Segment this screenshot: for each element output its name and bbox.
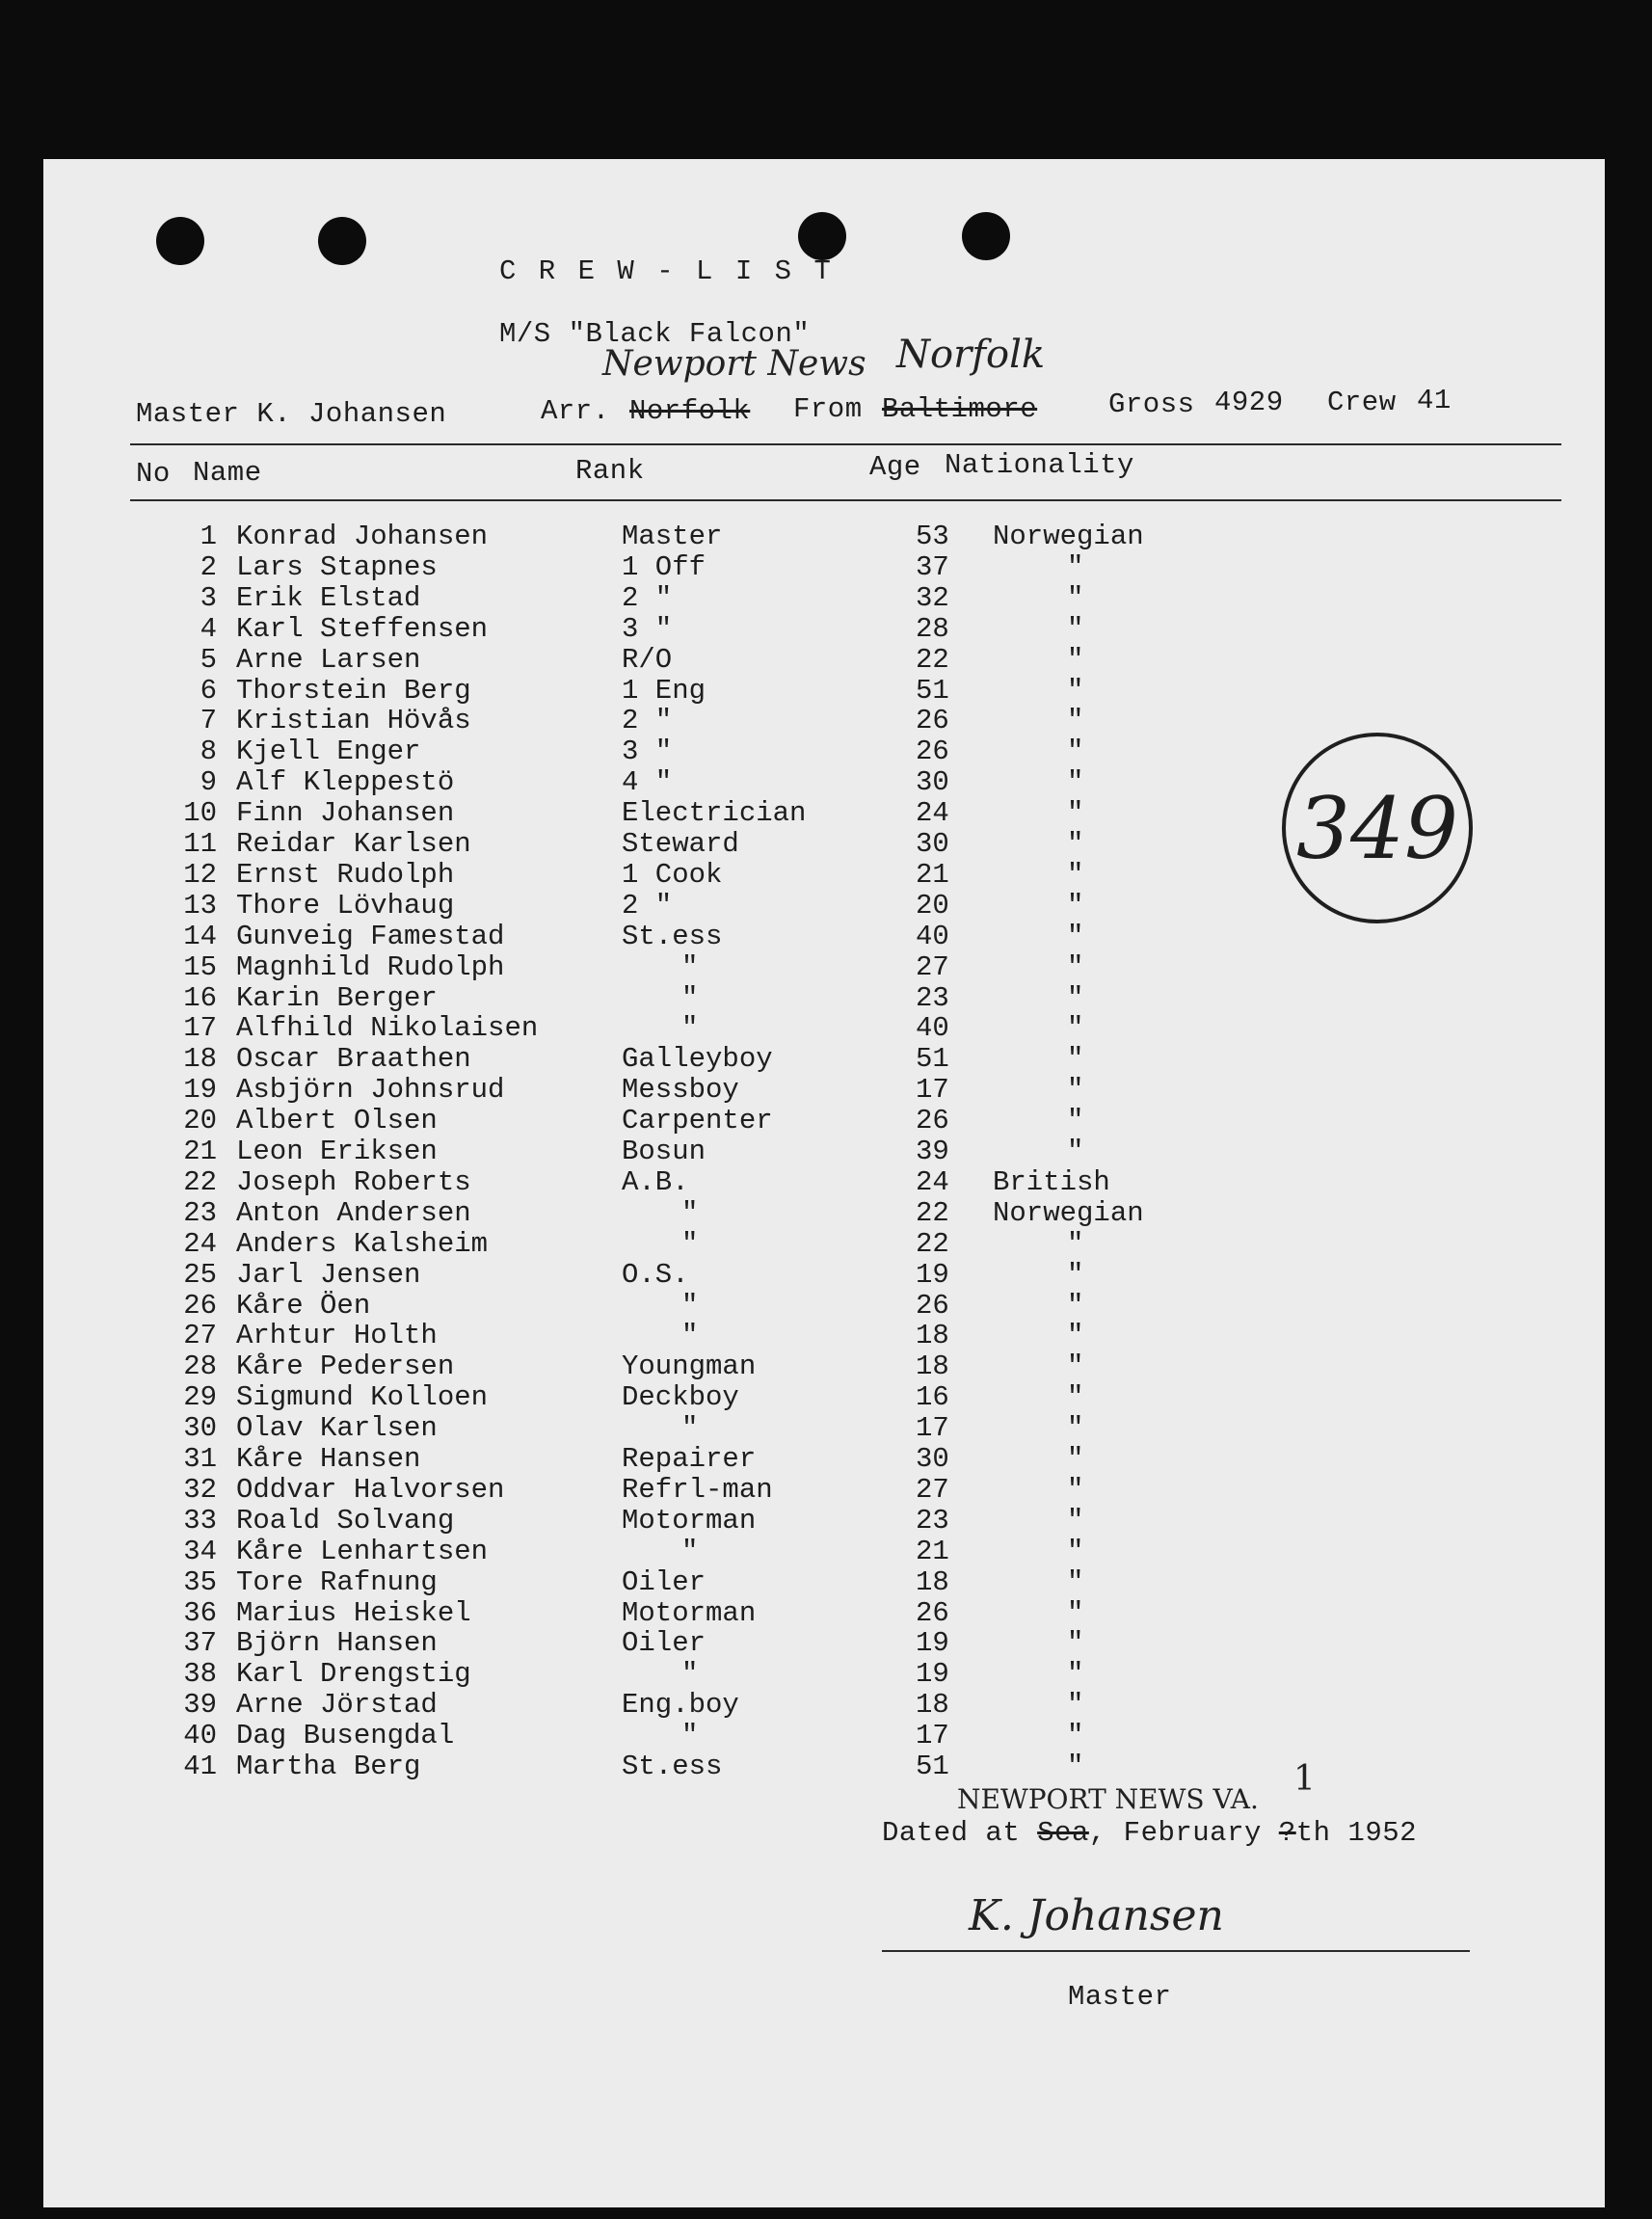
column-header-age: Age xyxy=(869,451,921,483)
crew-rank: 1 Off xyxy=(622,550,706,583)
crew-age: 18 xyxy=(916,1320,949,1352)
crew-no: 32 xyxy=(183,1473,217,1506)
crew-age: 20 xyxy=(916,889,949,922)
crew-rank: R/O xyxy=(622,643,673,676)
crew-nationality: British xyxy=(993,1165,1110,1198)
crew-no: 39 xyxy=(183,1689,217,1722)
dated-at-line xyxy=(882,1817,1417,1849)
crew-rank: Motorman xyxy=(622,1596,757,1629)
crew-age: 19 xyxy=(916,1658,949,1691)
place-struck: Sea xyxy=(1037,1817,1089,1849)
crew-name: Kåre Pedersen xyxy=(236,1350,455,1383)
crew-age: 26 xyxy=(916,705,949,737)
crew-no: 19 xyxy=(183,1074,217,1107)
crew-nationality: " xyxy=(1067,1258,1084,1291)
crew-age: 21 xyxy=(916,858,949,891)
crew-rank: 2 " xyxy=(622,581,673,614)
crew-name: Sigmund Kolloen xyxy=(236,1381,489,1414)
crew-age: 22 xyxy=(916,643,949,676)
crew-rank: Repairer xyxy=(622,1443,757,1475)
crew-row xyxy=(43,766,1200,797)
crew-no: 9 xyxy=(200,766,217,799)
crew-age: 32 xyxy=(916,581,949,614)
file-number: 349 xyxy=(1296,778,1458,878)
crew-no: 29 xyxy=(183,1381,217,1414)
crew-name: Oddvar Halvorsen xyxy=(236,1473,505,1506)
crew-row xyxy=(43,1043,1200,1074)
crew-no: 20 xyxy=(183,1105,217,1137)
crew-age: 26 xyxy=(916,1596,949,1629)
crew-rank: " xyxy=(681,1196,699,1229)
crew-name: Joseph Roberts xyxy=(236,1165,471,1198)
crew-nationality: " xyxy=(1067,889,1084,922)
crew-name: Gunveig Famestad xyxy=(236,920,505,952)
crew-rank: 4 " xyxy=(622,766,673,799)
crew-rank: St.ess xyxy=(622,1751,723,1782)
crew-row xyxy=(43,521,1200,551)
crew-age: 30 xyxy=(916,828,949,860)
crew-no: 25 xyxy=(183,1258,217,1291)
crew-row xyxy=(43,890,1200,921)
signer-role: Master xyxy=(1068,1981,1172,2013)
master-label: Master K. Johansen xyxy=(136,398,447,430)
crew-name: Alfhild Nikolaisen xyxy=(236,1012,539,1045)
crew-nationality: " xyxy=(1067,797,1084,830)
crew-row xyxy=(43,828,1200,859)
from-port-handwritten: Norfolk xyxy=(896,333,1046,377)
crew-no: 6 xyxy=(200,674,217,707)
crew-row xyxy=(43,613,1200,644)
arrival-port-handwritten: Newport News xyxy=(602,344,866,384)
crew-rank: Oiler xyxy=(622,1627,706,1660)
crew-rank: Deckboy xyxy=(622,1381,739,1414)
crew-no: 5 xyxy=(200,643,217,676)
crew-rank: Eng.boy xyxy=(622,1689,739,1722)
crew-nationality: " xyxy=(1067,766,1084,799)
crew-nationality: " xyxy=(1067,950,1084,983)
crew-nationality: " xyxy=(1067,674,1084,707)
gross-value: 4929 xyxy=(1214,387,1284,418)
crew-row xyxy=(43,1412,1200,1443)
crew-age: 26 xyxy=(916,1289,949,1322)
crew-nationality: " xyxy=(1067,1689,1084,1722)
crew-name: Tore Rafnung xyxy=(236,1565,438,1598)
date-prefix: , February xyxy=(1088,1817,1262,1849)
crew-age: 24 xyxy=(916,1165,949,1198)
crew-row xyxy=(43,1350,1200,1381)
crew-name: Kåre Lenhartsen xyxy=(236,1535,489,1567)
crew-name: Martha Berg xyxy=(236,1751,421,1782)
crew-name: Arne Larsen xyxy=(236,643,421,676)
crew-row xyxy=(43,1166,1200,1197)
crew-name: Karl Steffensen xyxy=(236,612,489,645)
crew-no: 3 xyxy=(200,581,217,614)
crew-no: 13 xyxy=(183,889,217,922)
day-handwritten: 1 xyxy=(1293,1759,1316,1799)
crew-no: 37 xyxy=(183,1627,217,1660)
crew-no: 10 xyxy=(183,797,217,830)
crew-nationality: " xyxy=(1067,1473,1084,1506)
crew-rank: Refrl-man xyxy=(622,1473,773,1506)
crew-row xyxy=(43,1228,1200,1259)
crew-age: 16 xyxy=(916,1381,949,1414)
crew-row xyxy=(43,675,1200,706)
crew-name: Thore Lövhaug xyxy=(236,889,455,922)
crew-age: 40 xyxy=(916,920,949,952)
crew-rank: O.S. xyxy=(622,1258,689,1291)
crew-age: 19 xyxy=(916,1627,949,1660)
crew-row xyxy=(43,1320,1200,1350)
crew-age: 23 xyxy=(916,981,949,1014)
crew-nationality: " xyxy=(1067,1658,1084,1691)
crew-no: 12 xyxy=(183,858,217,891)
crew-row xyxy=(43,1597,1200,1628)
crew-no: 21 xyxy=(183,1136,217,1167)
arrival-port-struck: Norfolk xyxy=(629,395,751,427)
crew-age: 18 xyxy=(916,1689,949,1722)
crew-no: 40 xyxy=(183,1720,217,1752)
crew-nationality: " xyxy=(1067,1751,1084,1782)
crew-name: Arne Jörstad xyxy=(236,1689,438,1722)
crew-rank: Master xyxy=(622,521,723,552)
crew-nationality: " xyxy=(1067,1043,1084,1076)
crew-row xyxy=(43,644,1200,675)
crew-name: Jarl Jensen xyxy=(236,1258,421,1291)
crew-row xyxy=(43,735,1200,766)
crew-nationality: Norwegian xyxy=(993,1196,1144,1229)
crew-nationality: " xyxy=(1067,1443,1084,1475)
crew-nationality: " xyxy=(1067,705,1084,737)
column-header-nationality: Nationality xyxy=(945,449,1134,481)
crew-age: 26 xyxy=(916,735,949,768)
crew-no: 8 xyxy=(200,735,217,768)
crew-no: 24 xyxy=(183,1227,217,1260)
crew-age: 30 xyxy=(916,766,949,799)
crew-rank: " xyxy=(681,981,699,1014)
document-title: C R E W - L I S T xyxy=(499,255,834,287)
crew-age: 17 xyxy=(916,1412,949,1445)
crew-name: Roald Solvang xyxy=(236,1504,455,1537)
crew-no: 34 xyxy=(183,1535,217,1567)
gross-label: Gross xyxy=(1108,388,1195,420)
crew-row xyxy=(43,705,1200,735)
crew-nationality: Norwegian xyxy=(993,521,1144,552)
crew-age: 22 xyxy=(916,1227,949,1260)
crew-no: 31 xyxy=(183,1443,217,1475)
crew-no: 23 xyxy=(183,1196,217,1229)
crew-age: 24 xyxy=(916,797,949,830)
crew-rank: Oiler xyxy=(622,1565,706,1598)
crew-name: Björn Hansen xyxy=(236,1627,438,1660)
crew-no: 28 xyxy=(183,1350,217,1383)
crew-row xyxy=(43,1720,1200,1751)
crew-row xyxy=(43,1105,1200,1136)
crew-nationality: " xyxy=(1067,612,1084,645)
crew-name: Kåre Hansen xyxy=(236,1443,421,1475)
crew-value: 41 xyxy=(1417,385,1452,416)
punch-hole xyxy=(156,217,204,265)
crew-name: Arhtur Holth xyxy=(236,1320,438,1352)
crew-no: 41 xyxy=(183,1751,217,1782)
signature-line xyxy=(882,1950,1470,1952)
crew-no: 33 xyxy=(183,1504,217,1537)
crew-name: Anders Kalsheim xyxy=(236,1227,489,1260)
crew-age: 53 xyxy=(916,521,949,552)
crew-name: Kjell Enger xyxy=(236,735,421,768)
crew-row xyxy=(43,921,1200,951)
crew-name: Karl Drengstig xyxy=(236,1658,471,1691)
crew-rank: Youngman xyxy=(622,1350,757,1383)
circled-file-number xyxy=(1282,733,1473,923)
crew-row xyxy=(43,1136,1200,1166)
crew-name: Erik Elstad xyxy=(236,581,421,614)
crew-name: Marius Heiskel xyxy=(236,1596,471,1629)
crew-nationality: " xyxy=(1067,1320,1084,1352)
punch-hole xyxy=(962,212,1010,260)
crew-label: Crew xyxy=(1327,387,1397,418)
crew-no: 18 xyxy=(183,1043,217,1076)
crew-age: 17 xyxy=(916,1720,949,1752)
arrival-label: Arr. xyxy=(541,395,610,427)
punch-hole xyxy=(798,212,846,260)
crew-no: 36 xyxy=(183,1596,217,1629)
crew-nationality: " xyxy=(1067,1074,1084,1107)
crew-rank: 1 Cook xyxy=(622,858,723,891)
crew-row xyxy=(43,859,1200,890)
crew-nationality: " xyxy=(1067,1012,1084,1045)
crew-age: 26 xyxy=(916,1105,949,1137)
crew-no: 15 xyxy=(183,950,217,983)
crew-name: Oscar Braathen xyxy=(236,1043,471,1076)
crew-nationality: " xyxy=(1067,1105,1084,1137)
crew-name: Konrad Johansen xyxy=(236,521,489,552)
crew-no: 35 xyxy=(183,1565,217,1598)
crew-rank: 3 " xyxy=(622,735,673,768)
crew-row xyxy=(43,1197,1200,1228)
crew-age: 51 xyxy=(916,1043,949,1076)
crew-row xyxy=(43,582,1200,613)
crew-no: 22 xyxy=(183,1165,217,1198)
crew-row xyxy=(43,1474,1200,1505)
crew-nationality: " xyxy=(1067,1350,1084,1383)
crew-rank: 2 " xyxy=(622,889,673,922)
crew-nationality: " xyxy=(1067,1412,1084,1445)
crew-row xyxy=(43,951,1200,982)
crew-age: 30 xyxy=(916,1443,949,1475)
crew-nationality: " xyxy=(1067,1535,1084,1567)
crew-row xyxy=(43,1627,1200,1658)
punch-hole xyxy=(318,217,366,265)
day-struck: ? xyxy=(1278,1817,1296,1849)
date-suffix: th 1952 xyxy=(1295,1817,1418,1849)
crew-age: 27 xyxy=(916,1473,949,1506)
crew-row xyxy=(43,1566,1200,1597)
crew-nationality: " xyxy=(1067,1627,1084,1660)
crew-nationality: " xyxy=(1067,581,1084,614)
crew-nationality: " xyxy=(1067,550,1084,583)
crew-age: 22 xyxy=(916,1196,949,1229)
crew-name: Olav Karlsen xyxy=(236,1412,438,1445)
crew-age: 28 xyxy=(916,612,949,645)
crew-name: Magnhild Rudolph xyxy=(236,950,505,983)
crew-nationality: " xyxy=(1067,1289,1084,1322)
crew-name: Albert Olsen xyxy=(236,1105,438,1137)
crew-nationality: " xyxy=(1067,828,1084,860)
crew-rank: Steward xyxy=(622,828,739,860)
header-rule xyxy=(130,443,1561,445)
crew-name: Ernst Rudolph xyxy=(236,858,455,891)
crew-no: 17 xyxy=(183,1012,217,1045)
crew-row xyxy=(43,982,1200,1013)
crew-rank: A.B. xyxy=(622,1165,689,1198)
column-header-rank: Rank xyxy=(575,455,645,487)
crew-nationality: " xyxy=(1067,858,1084,891)
crew-nationality: " xyxy=(1067,1227,1084,1260)
crew-nationality: " xyxy=(1067,1720,1084,1752)
crew-name: Asbjörn Johnsrud xyxy=(236,1074,505,1107)
from-port-struck: Baltimore xyxy=(882,393,1038,425)
crew-rank: " xyxy=(681,1320,699,1352)
crew-no: 11 xyxy=(183,828,217,860)
crew-rank: Bosun xyxy=(622,1136,706,1167)
crew-name: Anton Andersen xyxy=(236,1196,471,1229)
crew-age: 27 xyxy=(916,950,949,983)
crew-row xyxy=(43,1012,1200,1043)
crew-rank: 2 " xyxy=(622,705,673,737)
crew-no: 1 xyxy=(200,521,217,552)
crew-no: 14 xyxy=(183,920,217,952)
crew-nationality: " xyxy=(1067,1504,1084,1537)
crew-nationality: " xyxy=(1067,1136,1084,1167)
crew-no: 16 xyxy=(183,981,217,1014)
crew-rank: " xyxy=(681,1012,699,1045)
crew-age: 17 xyxy=(916,1074,949,1107)
crew-rank: 3 " xyxy=(622,612,673,645)
crew-nationality: " xyxy=(1067,981,1084,1014)
crew-rank: " xyxy=(681,1535,699,1567)
crew-nationality: " xyxy=(1067,1596,1084,1629)
crew-age: 37 xyxy=(916,550,949,583)
master-signature: K. Johansen xyxy=(969,1891,1224,1940)
crew-row xyxy=(43,1505,1200,1536)
crew-age: 19 xyxy=(916,1258,949,1291)
crew-rank: " xyxy=(681,950,699,983)
crew-nationality: " xyxy=(1067,1565,1084,1598)
crew-rank: Electrician xyxy=(622,797,807,830)
crew-row xyxy=(43,1751,1200,1781)
crew-rank: " xyxy=(681,1412,699,1445)
crew-rank: Messboy xyxy=(622,1074,739,1107)
crew-no: 38 xyxy=(183,1658,217,1691)
column-header-no: No xyxy=(136,458,171,490)
crew-rank: " xyxy=(681,1720,699,1752)
crew-rank: 1 Eng xyxy=(622,674,706,707)
crew-age: 51 xyxy=(916,1751,949,1782)
crew-name: Leon Eriksen xyxy=(236,1136,438,1167)
crew-row xyxy=(43,1689,1200,1720)
crew-age: 18 xyxy=(916,1350,949,1383)
crew-nationality: " xyxy=(1067,920,1084,952)
crew-name: Reidar Karlsen xyxy=(236,828,471,860)
column-rule xyxy=(130,499,1561,501)
crew-age: 40 xyxy=(916,1012,949,1045)
crew-age: 51 xyxy=(916,674,949,707)
crew-name: Kristian Hövås xyxy=(236,705,471,737)
place-handwritten: NEWPORT NEWS VA. xyxy=(957,1783,1259,1815)
crew-no: 4 xyxy=(200,612,217,645)
vessel-name: M/S "Black Falcon" xyxy=(499,318,811,350)
crew-nationality: " xyxy=(1067,735,1084,768)
crew-rank: " xyxy=(681,1227,699,1260)
crew-row xyxy=(43,1381,1200,1412)
crew-rank: St.ess xyxy=(622,920,723,952)
crew-name: Karin Berger xyxy=(236,981,438,1014)
crew-no: 7 xyxy=(200,705,217,737)
crew-no: 27 xyxy=(183,1320,217,1352)
crew-name: Dag Busengdal xyxy=(236,1720,455,1752)
crew-age: 39 xyxy=(916,1136,949,1167)
crew-age: 21 xyxy=(916,1535,949,1567)
crew-no: 30 xyxy=(183,1412,217,1445)
crew-row xyxy=(43,1658,1200,1689)
crew-row xyxy=(43,1074,1200,1105)
crew-row xyxy=(43,1443,1200,1474)
crew-name: Lars Stapnes xyxy=(236,550,438,583)
crew-row xyxy=(43,1290,1200,1321)
from-label: From xyxy=(793,393,863,425)
crew-age: 23 xyxy=(916,1504,949,1537)
column-header-name: Name xyxy=(193,457,262,489)
crew-name: Thorstein Berg xyxy=(236,674,471,707)
crew-rank: " xyxy=(681,1658,699,1691)
crew-no: 26 xyxy=(183,1289,217,1322)
crew-row xyxy=(43,1259,1200,1290)
crew-row xyxy=(43,797,1200,828)
crew-name: Finn Johansen xyxy=(236,797,455,830)
crew-rank: Carpenter xyxy=(622,1105,773,1137)
crew-age: 18 xyxy=(916,1565,949,1598)
crew-nationality: " xyxy=(1067,1381,1084,1414)
crew-no: 2 xyxy=(200,550,217,583)
crew-name: Kåre Öen xyxy=(236,1289,371,1322)
crew-nationality: " xyxy=(1067,643,1084,676)
dated-label: Dated at xyxy=(882,1817,1021,1849)
crew-row xyxy=(43,1536,1200,1566)
crew-rank: Motorman xyxy=(622,1504,757,1537)
crew-name: Alf Kleppestö xyxy=(236,766,455,799)
crew-rank: " xyxy=(681,1289,699,1322)
crew-rank: Galleyboy xyxy=(622,1043,773,1076)
document-sheet xyxy=(43,159,1605,2207)
crew-row xyxy=(43,551,1200,582)
